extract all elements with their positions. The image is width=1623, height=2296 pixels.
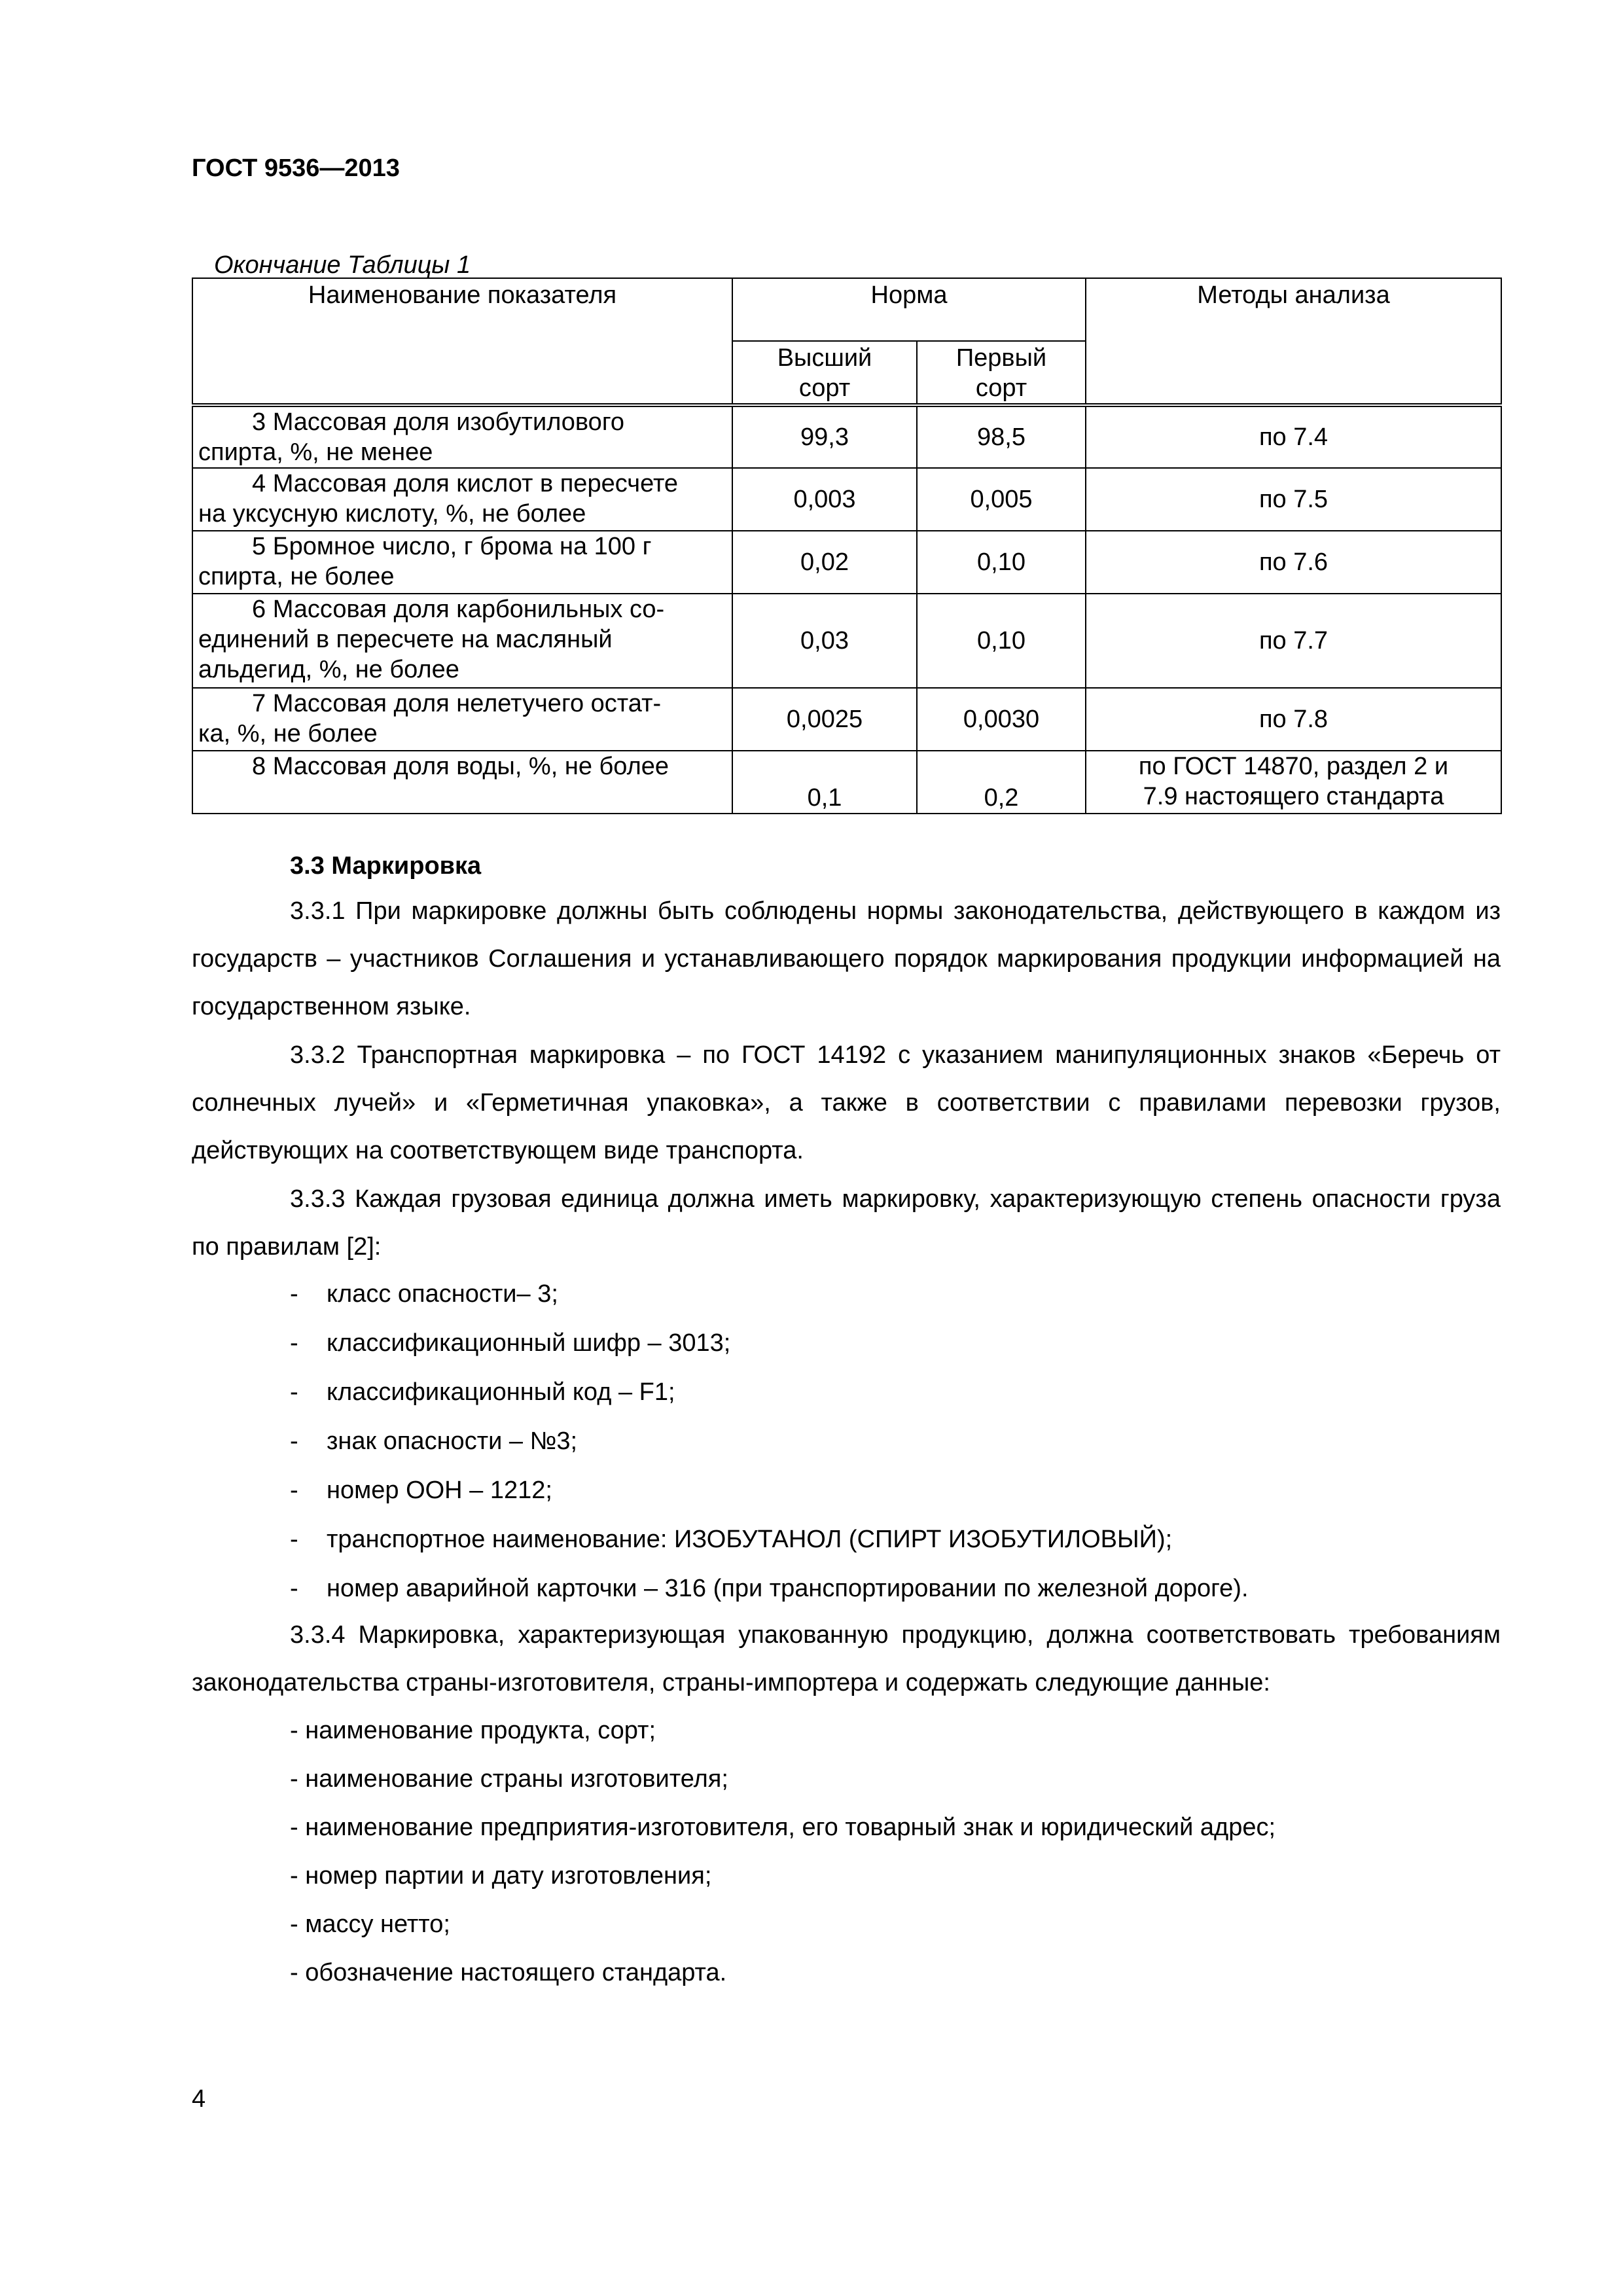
table-row (192, 688, 1501, 751)
section-title: 3.3 Маркировка (290, 852, 482, 880)
indicators-table (192, 278, 1502, 814)
row-first: 0,10 (917, 594, 1086, 688)
list-item: - наименование продукта, сорт; (290, 1717, 656, 1744)
table-row (192, 531, 1501, 594)
row-name: 5 Бромное число, г брома на 100 г спирта, не более (192, 531, 732, 594)
row-first: 0,0030 (917, 688, 1086, 751)
row-first: 98,5 (917, 405, 1086, 468)
row-method: по 7.5 (1086, 468, 1501, 531)
row-name: 7 Массовая доля нелетучего остат- ка, %, не более (192, 688, 732, 751)
list-item: - массу нетто; (290, 1910, 450, 1938)
list-item: - транспортное наименование: ИЗОБУТАНОЛ (СПИРТ ИЗОБУТИЛОВЫЙ); (290, 1526, 1173, 1553)
document-header: ГОСТ 9536—2013 (192, 154, 400, 182)
row-high: 0,03 (732, 594, 917, 688)
row-method: по 7.8 (1086, 688, 1501, 751)
header-high-grade: Высший сорт (732, 341, 917, 405)
list-item: - номер партии и дату изготовления; (290, 1862, 712, 1890)
list-item: - знак опасности – №3; (290, 1427, 578, 1455)
list-item: - классификационный шифр – 3013; (290, 1329, 731, 1357)
row-method: по 7.7 (1086, 594, 1501, 688)
row-high: 0,0025 (732, 688, 917, 751)
row-name: 4 Массовая доля кислот в пересчете на уксусную кислоту, %, не более (192, 468, 732, 531)
row-name: 8 Массовая доля воды, %, не более (192, 751, 732, 814)
row-high: 99,3 (732, 405, 917, 468)
row-name: 6 Массовая доля карбонильных со- единений в пересчете на масляный альдегид, %, не более (192, 594, 732, 688)
list-item: - обозначение настоящего стандарта. (290, 1959, 727, 1986)
list-item: - номер аварийной карточки – 316 (при транспортировании по железной дороге). (290, 1575, 1249, 1602)
row-high: 0,1 (732, 751, 917, 814)
list-item: - класс опасности– 3; (290, 1280, 558, 1308)
page-number: 4 (192, 2085, 206, 2113)
paragraph-3-3-4: 3.3.4 Маркировка, характеризующая упакованную продукцию, должна соответствовать требованиям законодательства страны-изготовителя, страны-импортера и содержать следующие данные: (192, 1621, 1501, 1696)
header-norm: Норма (732, 278, 1086, 341)
row-first: 0,005 (917, 468, 1086, 531)
paragraph-3-3-3: 3.3.3 Каждая грузовая единица должна иметь маркировку, характеризующую степень опасности груза по правилам [2]: (192, 1185, 1501, 1261)
list-item: - наименование предприятия-изготовителя, его товарный знак и юридический адрес; (290, 1814, 1276, 1841)
list-item: - номер ООН – 1212; (290, 1477, 552, 1504)
row-first: 0,10 (917, 531, 1086, 594)
table-row (192, 594, 1501, 688)
list-item: - классификационный код – F1; (290, 1378, 675, 1406)
row-method: по ГОСТ 14870, раздел 2 и 7.9 настоящего стандарта (1086, 751, 1501, 814)
list-item: - наименование страны изготовителя; (290, 1765, 728, 1793)
row-method: по 7.6 (1086, 531, 1501, 594)
row-method: по 7.4 (1086, 405, 1501, 468)
paragraph-3-3-1: 3.3.1 При маркировке должны быть соблюдены нормы законодательства, действующего в каждом из государств – участников Соглашения и устанавливающего порядок маркирования продукции информацией на государственном языке. (192, 897, 1501, 1020)
row-high: 0,003 (732, 468, 917, 531)
paragraph-3-3-2: 3.3.2 Транспортная маркировка – по ГОСТ 14192 с указанием манипуляционных знаков «Беречь от солнечных лучей» и «Герметичная упаковка», а также в соответствии с правилами перевозки грузов, действующих на соответствующем виде транспорта. (192, 1041, 1501, 1164)
header-methods: Методы анализа (1086, 278, 1501, 405)
header-first-grade: Первый сорт (917, 341, 1086, 405)
row-first: 0,2 (917, 751, 1086, 814)
header-name: Наименование показателя (192, 278, 732, 405)
row-name: 3 Массовая доля изобутилового спирта, %, не менее (192, 405, 732, 468)
table-row (192, 751, 1501, 814)
row-high: 0,02 (732, 531, 917, 594)
table-row (192, 405, 1501, 468)
table-caption: Окончание Таблицы 1 (214, 251, 471, 279)
table-row (192, 468, 1501, 531)
